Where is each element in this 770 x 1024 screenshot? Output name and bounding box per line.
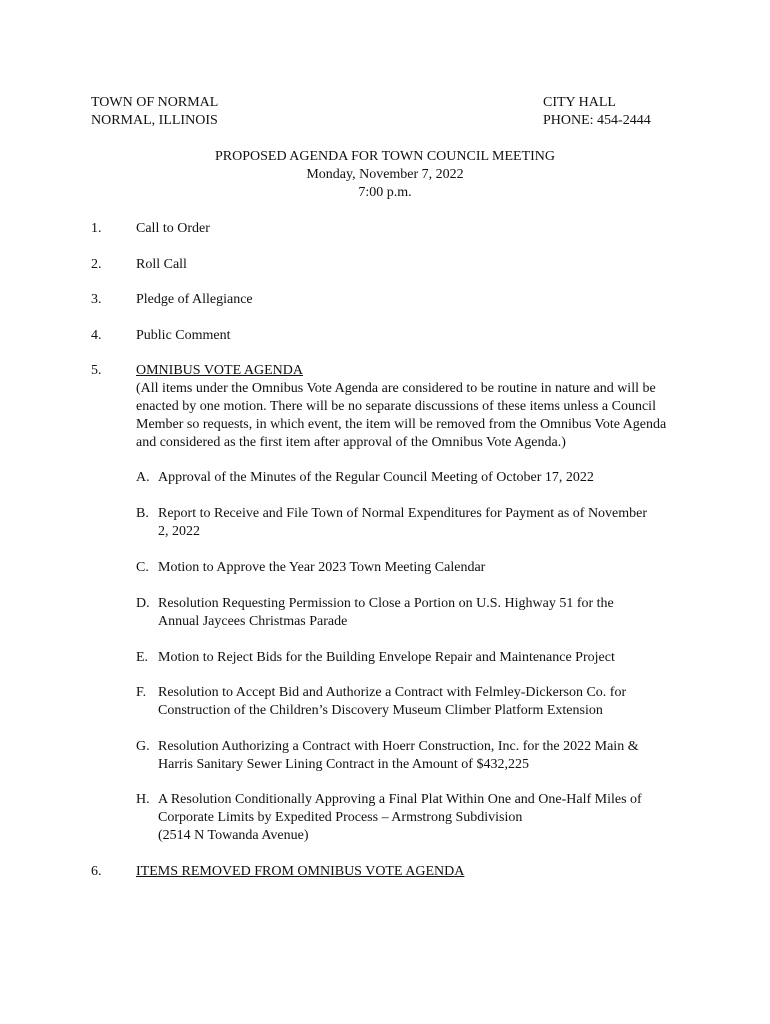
agenda-item-label: Public Comment (136, 328, 231, 343)
subitem-text: A Resolution Conditionally Approving a Final Plat Within One and One-Half Miles of Corporate Limits by Expedited Process – Armstrong Subdivision (2514 N Towanda Avenue) (158, 792, 642, 843)
agenda-heading: PROPOSED AGENDA FOR TOWN COUNCIL MEETING (214, 149, 556, 164)
meeting-time: 7:00 p.m. (358, 185, 412, 200)
agenda-item-label: Call to Order (136, 221, 210, 236)
town-name: TOWN OF NORMAL (91, 95, 219, 110)
subitem-text: Resolution to Accept Bid and Authorize a Contract with Felmley-Dickerson Co. for Construction of the Children’s Discovery Museum Climber Platform Extension (158, 685, 627, 718)
agenda-item-number: 3. (91, 292, 102, 307)
city-hall-label: CITY HALL (543, 95, 616, 110)
subitem-letter: H. (136, 792, 150, 807)
omnibus-heading: OMNIBUS VOTE AGENDA (136, 363, 303, 378)
agenda-item-label: Roll Call (136, 257, 187, 272)
items-removed-heading: ITEMS REMOVED FROM OMNIBUS VOTE AGENDA (136, 864, 465, 879)
subitem-text: Resolution Authorizing a Contract with Hoerr Construction, Inc. for the 2022 Main & Harris Sanitary Sewer Lining Contract in the Amount of $432,225 (158, 739, 639, 772)
header-right (543, 94, 651, 130)
agenda-item-number: 2. (91, 257, 102, 272)
agenda-item-number: 1. (91, 221, 102, 236)
subitem-letter: E. (136, 650, 149, 665)
subitem-letter: B. (136, 506, 149, 521)
subitem-letter: F. (136, 685, 147, 700)
agenda-item-number: 5. (91, 363, 102, 378)
header-left (91, 94, 218, 130)
subitem-text: Approval of the Minutes of the Regular Council Meeting of October 17, 2022 (158, 470, 594, 485)
agenda-item-number: 4. (91, 328, 102, 343)
omnibus-note: (All items under the Omnibus Vote Agenda are considered to be routine in nature and will be enacted by one motion. There will be no separate discussions of these items unless a Council Member so requests, in which event, the item will be removed from the Omnibus Vote Agenda and considered as the first item after approval of the Omnibus Vote Agenda.) (136, 381, 667, 450)
meeting-date: Monday, November 7, 2022 (306, 167, 464, 182)
subitem-letter: G. (136, 739, 150, 754)
subitem-letter: C. (136, 560, 149, 575)
subitem-letter: D. (136, 596, 150, 611)
subitem-text: Report to Receive and File Town of Normal Expenditures for Payment as of November 2, 2022 (158, 506, 648, 539)
agenda-item-label: Pledge of Allegiance (136, 292, 253, 307)
agenda-title (0, 148, 770, 202)
subitem-text: Resolution Requesting Permission to Close a Portion on U.S. Highway 51 for the Annual Jaycees Christmas Parade (158, 596, 614, 629)
phone-number: PHONE: 454-2444 (543, 113, 651, 128)
subitem-letter: A. (136, 470, 150, 485)
subitem-text: Motion to Approve the Year 2023 Town Meeting Calendar (158, 560, 486, 575)
town-location: NORMAL, ILLINOIS (91, 113, 218, 128)
agenda-item-number: 6. (91, 864, 102, 879)
subitem-text: Motion to Reject Bids for the Building Envelope Repair and Maintenance Project (158, 650, 615, 665)
